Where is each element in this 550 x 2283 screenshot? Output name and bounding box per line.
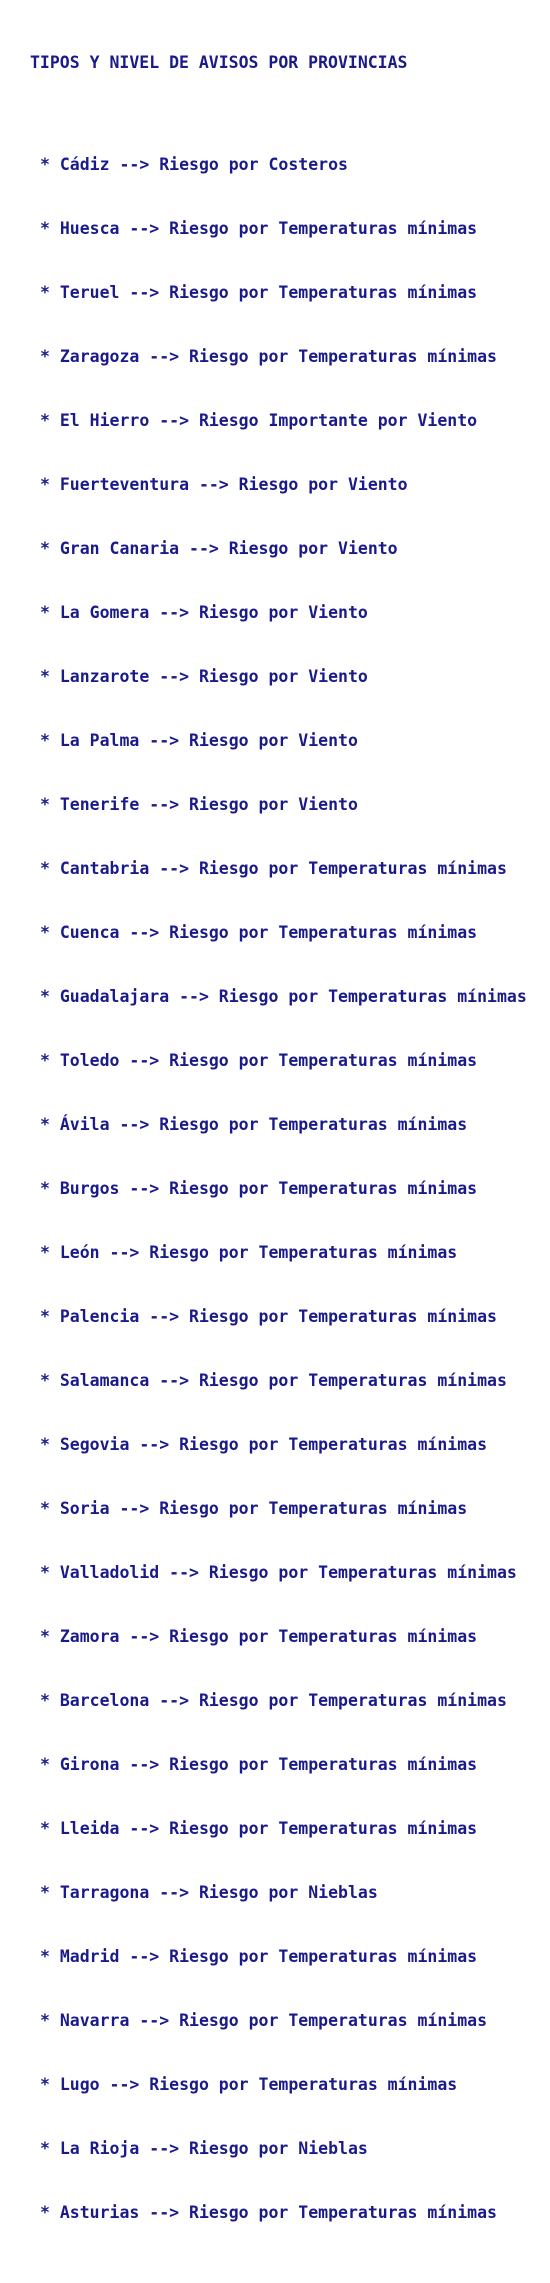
list-item: * Zamora --> Riesgo por Temperaturas mínimas: [40, 1627, 478, 1646]
list-item: * Huesca --> Riesgo por Temperaturas mínimas: [40, 219, 478, 238]
list-item: * La Gomera --> Riesgo por Viento: [40, 603, 368, 622]
list-item: * Guadalajara --> Riesgo por Temperaturas mínimas: [40, 987, 527, 1006]
page-title: TIPOS Y NIVEL DE AVISOS POR PROVINCIAS: [30, 53, 408, 72]
list-item: * Barcelona --> Riesgo por Temperaturas mínimas: [40, 1691, 507, 1710]
list-item: * León --> Riesgo por Temperaturas mínimas: [40, 1243, 458, 1262]
list-item: * Ávila --> Riesgo por Temperaturas mínimas: [40, 1115, 468, 1134]
list-item: * Valladolid --> Riesgo por Temperaturas mínimas: [40, 1563, 517, 1582]
warnings-document: [30, 12, 527, 2283]
list-item: * El Hierro --> Riesgo Importante por Viento: [40, 411, 478, 430]
list-item: * Cádiz --> Riesgo por Costeros: [40, 155, 348, 174]
list-item: * Cantabria --> Riesgo por Temperaturas mínimas: [40, 859, 507, 878]
list-item: * Asturias --> Riesgo por Temperaturas mínimas: [40, 2203, 497, 2222]
list-item: * Teruel --> Riesgo por Temperaturas mínimas: [40, 283, 478, 302]
list-item: * Soria --> Riesgo por Temperaturas mínimas: [40, 1499, 468, 1518]
list-item: * Segovia --> Riesgo por Temperaturas mínimas: [40, 1435, 488, 1454]
list-item: * La Rioja --> Riesgo por Nieblas: [40, 2139, 368, 2158]
list-item: * Gran Canaria --> Riesgo por Viento: [40, 539, 398, 558]
list-item: * Salamanca --> Riesgo por Temperaturas mínimas: [40, 1371, 507, 1390]
list-item: * Madrid --> Riesgo por Temperaturas mínimas: [40, 1947, 478, 1966]
list-item: * Palencia --> Riesgo por Temperaturas mínimas: [40, 1307, 497, 1326]
list-item: * Tenerife --> Riesgo por Viento: [40, 795, 358, 814]
list-item: * La Palma --> Riesgo por Viento: [40, 731, 358, 750]
list-item: * Tarragona --> Riesgo por Nieblas: [40, 1883, 378, 1902]
list-item: * Girona --> Riesgo por Temperaturas mínimas: [40, 1755, 478, 1774]
list-item: * Navarra --> Riesgo por Temperaturas mínimas: [40, 2011, 488, 2030]
list-item: * Lleida --> Riesgo por Temperaturas mínimas: [40, 1819, 478, 1838]
list-item: * Toledo --> Riesgo por Temperaturas mínimas: [40, 1051, 478, 1070]
list-item: * Fuerteventura --> Riesgo por Viento: [40, 475, 408, 494]
list-item: * Cuenca --> Riesgo por Temperaturas mínimas: [40, 923, 478, 942]
list-item: * Lugo --> Riesgo por Temperaturas mínimas: [40, 2075, 458, 2094]
list-item: * Burgos --> Riesgo por Temperaturas mínimas: [40, 1179, 478, 1198]
warnings-list: [30, 114, 527, 2264]
list-item: * Lanzarote --> Riesgo por Viento: [40, 667, 368, 686]
list-item: * Zaragoza --> Riesgo por Temperaturas mínimas: [40, 347, 497, 366]
